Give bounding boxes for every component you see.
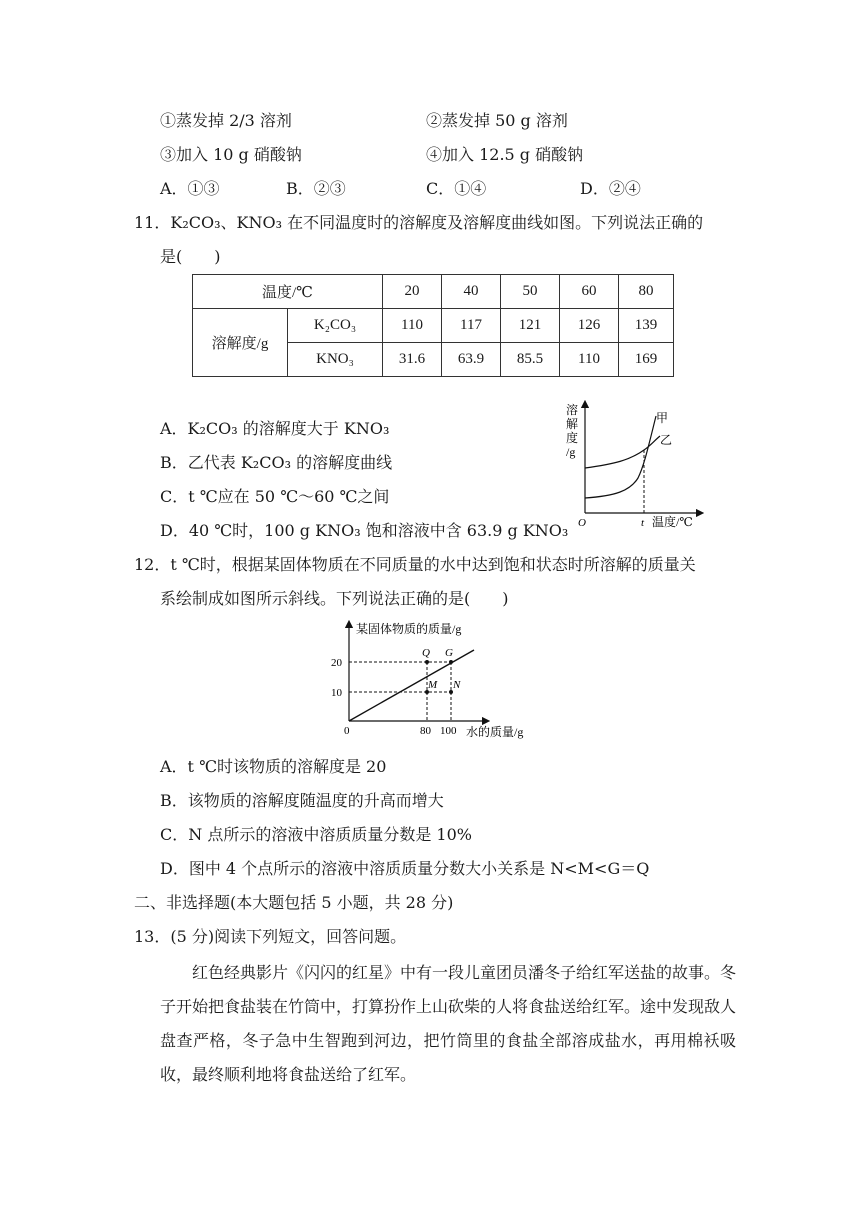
q11-stem-line2: 是( ) — [160, 247, 221, 266]
table-cell: 110 — [383, 309, 442, 343]
q12-choice-a: A．t ℃时该物质的溶解度是 20 — [160, 757, 387, 776]
table-cell: 117 — [442, 309, 501, 343]
q10-option-1: ①蒸发掉 2/3 溶剂 — [160, 111, 292, 130]
ylabel-char: 溶 — [566, 403, 579, 417]
temp-cell: 40 — [442, 275, 501, 309]
q11-choice-d: D．40 ℃时，100 g KNO₃ 饱和溶液中含 63.9 g KNO₃ — [160, 521, 569, 540]
xlabel: 温度/℃ — [652, 515, 693, 529]
table-cell: 110 — [560, 343, 619, 377]
q10-choice-c: C．①④ — [426, 179, 487, 198]
solubility-curve-graph — [560, 398, 710, 532]
curve-yi — [585, 436, 660, 468]
solubility-table — [192, 274, 674, 377]
q10-choice-a: A．①③ — [160, 179, 220, 198]
y-tick-20: 20 — [331, 657, 342, 669]
row-name-kno3: KNO₃ — [288, 343, 383, 377]
origin-label: 0 — [344, 725, 350, 737]
label-n: N — [453, 679, 461, 691]
table-cell: 121 — [501, 309, 560, 343]
q10-option-2: ②蒸发掉 50 g 溶剂 — [426, 111, 568, 130]
table-cell: 85.5 — [501, 343, 560, 377]
q12-stem-line1: 12．t ℃时，根据某固体物质在不同质量的水中达到饱和状态时所溶解的质量关 — [134, 555, 696, 574]
q12-choice-b: B．该物质的溶解度随温度的升高而增大 — [160, 791, 444, 810]
row-name-k2co3: K₂CO₃ — [288, 309, 383, 343]
ylabel-char: /g — [566, 445, 576, 459]
mass-relation-graph — [328, 620, 533, 742]
q10-choice-b: B．②③ — [286, 179, 346, 198]
ylabel: 某固体物质的质量/g — [356, 622, 462, 636]
q10-option-4: ④加入 12.5 g 硝酸钠 — [426, 145, 584, 164]
curve-label-jia: 甲 — [656, 411, 669, 425]
ylabel-char: 解 — [566, 417, 579, 431]
y-tick-10: 10 — [331, 687, 342, 699]
table-cell: 169 — [619, 343, 674, 377]
table-cell: 139 — [619, 309, 674, 343]
temp-cell: 80 — [619, 275, 674, 309]
x-tick-100: 100 — [440, 725, 457, 737]
section-heading: 二、非选择题(本大题包括 5 小题，共 28 分) — [134, 893, 454, 912]
q13-passage: 红色经典影片《闪闪的红星》中有一段儿童团员潘冬子给红军送盐的故事。冬子开始把食盐装在竹筒中，打算扮作上山砍柴的人将食盐送给红军。途中发现敌人盘查严格，冬子急中生智跑到河边，把竹筒里的食盐全部溶成盐水，再用棉袄吸收，最终顺利地将食盐送给了红军。 — [160, 963, 737, 1084]
origin-label: O — [578, 517, 586, 529]
point-g — [449, 660, 453, 664]
ylabel-char: 度 — [566, 431, 579, 445]
temp-header: 温度/℃ — [193, 275, 383, 309]
solubility-header: 溶解度/g — [193, 309, 288, 377]
q12-choice-d: D．图中 4 个点所示的溶液中溶质质量分数大小关系是 N<M<G＝Q — [160, 859, 650, 878]
t-label: t — [641, 517, 645, 529]
point-q — [425, 660, 429, 664]
q12-stem-line2: 系绘制成如图所示斜线。下列说法正确的是( ) — [160, 589, 509, 608]
q10-option-3: ③加入 10 g 硝酸钠 — [160, 145, 302, 164]
temp-cell: 20 — [383, 275, 442, 309]
table-cell: 63.9 — [442, 343, 501, 377]
curve-label-yi: 乙 — [660, 433, 673, 447]
q10-choice-d: D．②④ — [580, 179, 641, 198]
q12-choice-c: C．N 点所示的溶液中溶质质量分数是 10% — [160, 825, 472, 844]
curve-jia — [585, 416, 656, 498]
q11-choice-b: B．乙代表 K₂CO₃ 的溶解度曲线 — [160, 453, 393, 472]
label-q: Q — [422, 647, 430, 659]
table-cell: 31.6 — [383, 343, 442, 377]
q11-choice-c: C．t ℃应在 50 ℃～60 ℃之间 — [160, 487, 390, 506]
label-m: M — [428, 679, 438, 691]
xlabel: 水的质量/g — [466, 725, 524, 739]
table-cell: 126 — [560, 309, 619, 343]
q13-stem: 13．(5 分)阅读下列短文，回答问题。 — [134, 927, 407, 946]
temp-cell: 50 — [501, 275, 560, 309]
label-g: G — [445, 647, 453, 659]
x-tick-80: 80 — [420, 725, 431, 737]
temp-cell: 60 — [560, 275, 619, 309]
q11-stem-line1: 11．K₂CO₃、KNO₃ 在不同温度时的溶解度及溶解度曲线如图。下列说法正确的 — [134, 213, 704, 232]
q11-choice-a: A．K₂CO₃ 的溶解度大于 KNO₃ — [160, 419, 390, 438]
